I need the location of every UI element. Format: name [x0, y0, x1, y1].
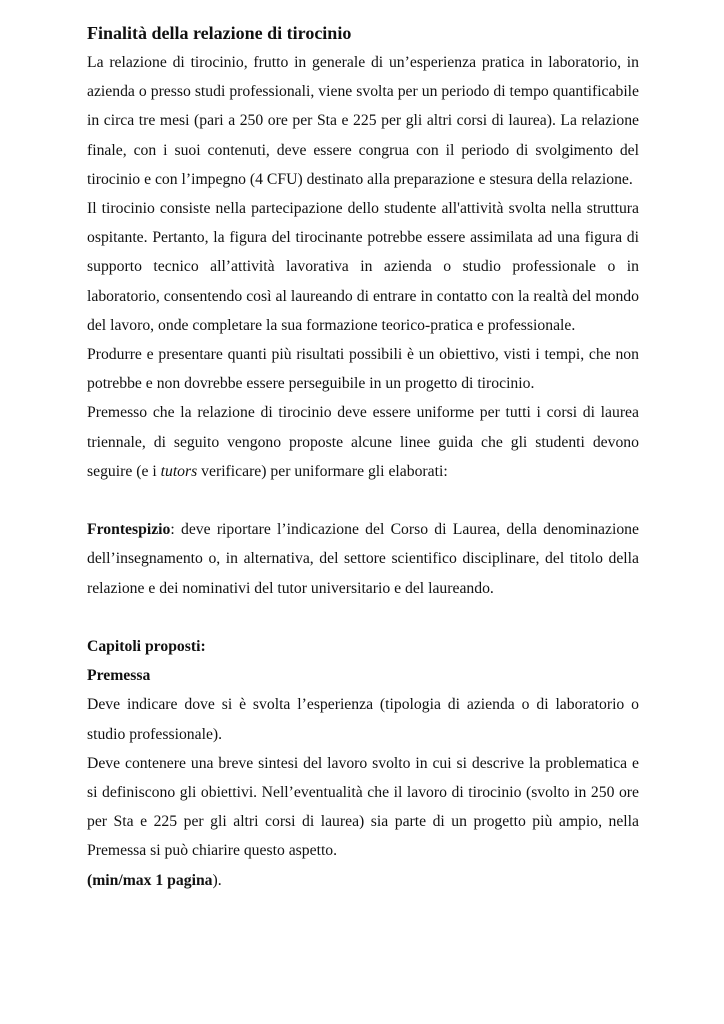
paragraph-frontespizio [87, 515, 639, 603]
pages-note-tail: ). [212, 871, 222, 889]
paragraph-risultati: Produrre e presentare quanti più risultati possibili è un obiettivo, visti i tempi, che non potrebbe e non dovrebbe essere perseguibile in un progetto di tirocinio. [87, 346, 639, 393]
document-page [87, 18, 639, 895]
capitoli-heading: Capitoli proposti: [87, 638, 206, 656]
paragraph-premessa-sintesi: Deve contenere una breve sintesi del lavoro svolto in cui si descrive la problematica e si definiscono gli obiettivi. Nell’eventualità che il lavoro di tirocinio (svolto in 250 ore per Sta e 225 per gli altri corsi di laurea) sia parte di un progetto più ampio, nella Premessa si può chiarire questo aspetto. [87, 754, 639, 860]
frontespizio-label: Frontespizio [87, 521, 171, 539]
paragraph-premessa-dove: Deve indicare dove si è svolta l’esperienza (tipologia di azienda o di laboratorio o studio professionale). [87, 696, 639, 743]
paragraph-linee-guida [87, 398, 639, 486]
document-title: Finalità della relazione di tirocinio [87, 23, 352, 43]
tutors-italic: tutors [160, 462, 198, 480]
pages-note-bold: (min/max 1 pagina [87, 871, 213, 889]
paragraph-intro: La relazione di tirocinio, frutto in generale di un’esperienza pratica in laboratorio, in azienda o presso studi professionali, viene svolta per un periodo di tempo quantificabile in circa tre mesi (pari a 250 ore per Sta e 225 per gli altri corsi di laurea). La relazione finale, con i suoi contenuti, deve essere congrua con il periodo di svolgimento del tirocinio e con l’impegno (4 CFU) destinato alla preparazione e stesura della relazione. [87, 54, 639, 188]
blank-line [87, 603, 639, 632]
frontespizio-text: : deve riportare l’indicazione del Corso di Laurea, della denominazione dell’insegnamento o, in alternativa, del settore scientifico disciplinare, del titolo della relazione e dei nominativi del tutor universitario e del laureando. [87, 521, 639, 597]
premessa-heading: Premessa [87, 667, 151, 685]
linee-guida-text: Premesso che la relazione di tirocinio deve essere uniforme per tutti i corsi di laurea triennale, di seguito vengono proposte alcune linee guida che gli studenti devono seguire (e i [87, 404, 639, 480]
paragraph-tirocinio: Il tirocinio consiste nella partecipazione dello studente all'attività svolta nella struttura ospitante. Pertanto, la figura del tirocinante potrebbe essere assimilata ad una figura di supporto tecnico all’attività lavorativa in azienda o studio professionale o in laboratorio, consentendo così al laureando di entrare in contatto con la realtà del mondo del lavoro, onde completare la sua formazione teorico-pratica e professionale. [87, 200, 639, 334]
pages-note [87, 866, 639, 895]
blank-line [87, 486, 639, 515]
linee-guida-tail: verificare) per uniformare gli elaborati: [197, 462, 448, 480]
